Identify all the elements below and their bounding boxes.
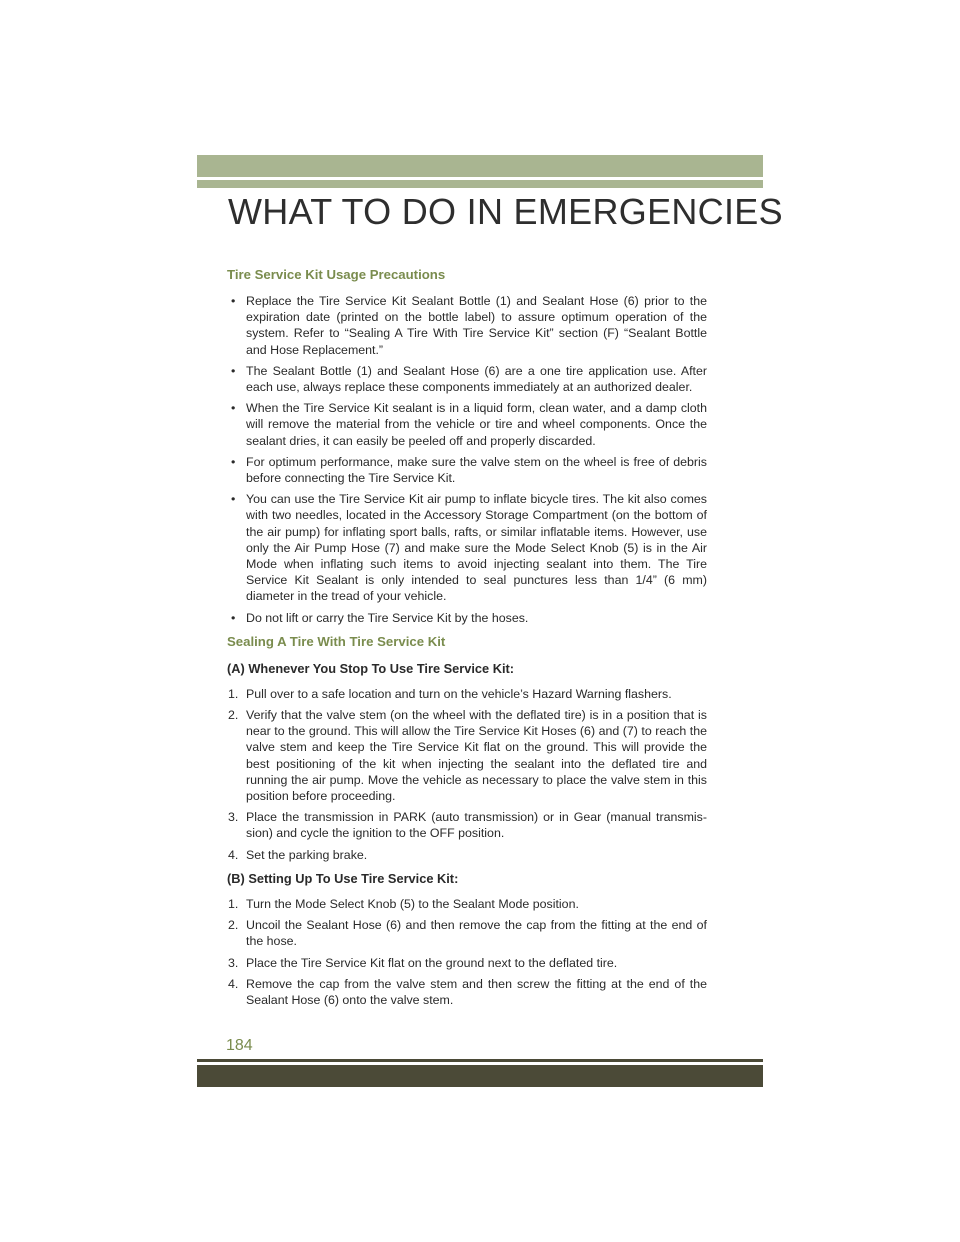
footer-bar <box>197 1065 763 1087</box>
step-text: Set the parking brake. <box>246 847 368 862</box>
list-item <box>227 491 707 604</box>
list-item <box>227 896 707 912</box>
part-b-steps <box>227 896 707 1008</box>
step-text: Place the Tire Service Kit flat on the ground next to the deflated tire. <box>246 955 618 970</box>
list-item-text: When the Tire Service Kit sealant is in a liquid form, clean water, and a damp cloth will remove the material from the vehicle or tire and wheel components. Once the sealant dries, it can easily be peeled off and properly discarded. <box>246 401 707 448</box>
list-item <box>227 400 707 449</box>
step-number: 1. <box>228 896 239 911</box>
list-item <box>227 363 707 395</box>
bullet-mark: • <box>231 294 236 308</box>
bullet-mark: • <box>231 363 236 378</box>
part-b-heading: (B) Setting Up To Use Tire Service Kit: <box>227 870 459 886</box>
list-item-text: The Sealant Bottle (1) and Sealant Hose (6) are a one tire application use. After each use, always replace these components immediately at an authorized dealer. <box>246 363 707 395</box>
header-rule <box>197 180 763 188</box>
bullet-mark: • <box>231 610 236 625</box>
bullet-mark: • <box>231 401 236 416</box>
step-text: Pull over to a safe location and turn on the vehicle’s Hazard Warning flashers. <box>246 686 672 701</box>
section-title: WHAT TO DO IN EMERGENCIES <box>228 191 783 232</box>
step-text: Remove the cap from the valve stem and then screw the fitting at the end of the Sealant Hose (6) onto the valve stem. <box>246 976 707 1007</box>
page-number: 184 <box>226 1037 253 1054</box>
list-item <box>227 707 707 804</box>
step-text: Place the transmission in PARK (auto transmission) or in Gear (manual transmis-sion) and cycle the ignition to the OFF position. <box>246 810 707 841</box>
bullet-mark: • <box>231 454 236 469</box>
step-number: 4. <box>228 847 239 862</box>
list-item <box>227 454 707 486</box>
step-number: 4. <box>228 976 239 991</box>
step-text: Verify that the valve stem (on the wheel with the deflated tire) is in a position that is near to the ground. This will allow the Tire Service Kit Hoses (6) and (7) to reach the valve stem and keep the Tire Service Kit flat on the ground. This will provide the best positioning of the kit when injecting the sealant into the deflated tire and running the air pump. Move the vehicle as necessary to place the valve stem in this position before proceeding. <box>246 708 707 804</box>
step-text: Turn the Mode Select Knob (5) to the Sealant Mode position. <box>246 896 579 911</box>
step-number: 3. <box>228 955 239 970</box>
list-item-text: Do not lift or carry the Tire Service Kit by the hoses. <box>246 610 529 625</box>
page-content <box>227 266 707 1015</box>
step-number: 1. <box>228 686 239 701</box>
list-item <box>227 809 707 841</box>
precautions-heading: Tire Service Kit Usage Precautions <box>227 267 446 282</box>
list-item <box>227 976 707 1008</box>
list-item <box>227 917 707 949</box>
list-item <box>227 610 707 626</box>
step-number: 2. <box>228 708 239 723</box>
list-item <box>227 847 707 863</box>
list-item-text: For optimum performance, make sure the valve stem on the wheel is free of debris before connecting the Tire Service Kit. <box>246 454 707 486</box>
list-item-text: You can use the Tire Service Kit air pump to inflate bicycle tires. The kit also comes with two needles, located in the Accessory Storage Compartment (on the bottom of the air pump) for inflating sport balls, rafts, or similar inflatable items. However, use only the Air Pump Hose (7) and make sure the Mode Select Knob (5) is in the Air Mode when inflating such items to avoid injecting sealant into them. The Tire Service Kit Sealant is only intended to seal punctures less than 1/4” (6 mm) diameter in the tread of your vehicle. <box>246 492 707 604</box>
part-a-steps <box>227 686 707 863</box>
header-accent-bar <box>197 155 763 177</box>
list-item <box>227 293 707 358</box>
list-item <box>227 955 707 971</box>
list-item-text: Replace the Tire Service Kit Sealant Bottle (1) and Sealant Hose (6) prior to the expiration date (printed on the bottle label) to assure optimum operation of the system. Refer to “Sealing A Tire With Tire Service Kit” section (F) “Sealant Bottle and Hose Replacement.” <box>246 294 707 357</box>
sealing-heading: Sealing A Tire With Tire Service Kit <box>227 633 446 649</box>
part-a-heading: (A) Whenever You Stop To Use Tire Service Kit: <box>227 660 515 676</box>
bullet-mark: • <box>231 492 236 507</box>
step-text: Uncoil the Sealant Hose (6) and then remove the cap from the fitting at the end of the hose. <box>246 918 707 949</box>
footer-rule <box>197 1059 763 1062</box>
step-number: 2. <box>228 918 239 933</box>
list-item <box>227 686 707 702</box>
step-number: 3. <box>228 810 239 825</box>
precautions-list <box>227 293 707 626</box>
